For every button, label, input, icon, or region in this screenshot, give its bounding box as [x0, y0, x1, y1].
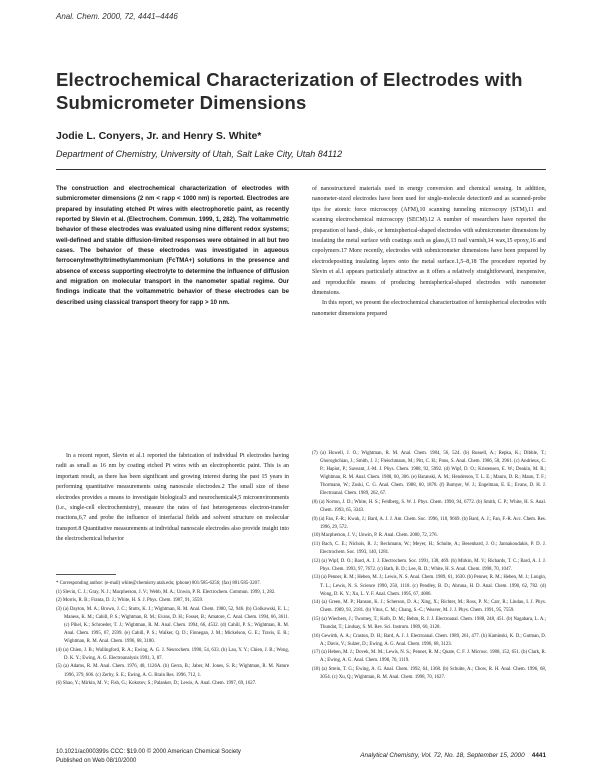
reference-item: (8) (a) Norton, J. D.; White, H. S.; Feldberg, S. W. J. Phys. Chem. 1990, 94, 6772. (b) Smith, C. P.; White, H. S. Anal. Chem. 1993, 65, 3343.	[312, 500, 546, 514]
reference-item: (5) (a) Adams, R. M. Anal. Chem. 1976, 48, 1126A. (b) Gerra, B.; Jaber, M. Jones, S. R.; Wightman, R. M. Nature 1996, 379, 606. (c) Zerby, S. E.; Ewing, A. G. Brain Res. 1996, 712, 1.	[56, 664, 289, 678]
journal-header: Anal. Chem. 2000, 72, 4441–4446	[56, 12, 178, 21]
reference-item: (1) Slevin, C. J.; Gray, N. J.; Macpherson, J. V.; Webb, M. A.; Unwin, P. R. Electrochem. Commun. 1999, 1, 282.	[56, 589, 276, 595]
reference-item: (13) (a) Penner, R. M.; Heben, M. J.; Lewis, N. S. Anal. Chem. 1989, 61, 1630. (b) Penner, R. M.; Heben, M. J.; Longin, T. L.; Lewis, N. S. Science 1990, 250, 1118. (c) Pendley, B. D.; Abruna, H. D. Anal. Chem. 1990, 62, 782. (d) Wong, D. K. Y.; Xu, L. Y. F. Anal. Chem. 1995, 67, 4086.	[312, 575, 546, 597]
reference-item: (14) (a) Green, M. P.; Hanson, K. J.; Scherson, D. A.; Xing, X.; Richter, M.; Ross, P. N.; Carr, R.; Lindau, I. J. Phys. Chem. 1989, 93, 2181. (b) Vitus, C. M.; Chang, S.-C.; Weaver, M. J. J. Phys. Chem. 1991, 95, 7559.	[312, 600, 546, 614]
reference-item: (18) (a) Strein, T. G.; Ewing, A. G. Anal. Chem. 1992, 64, 1368. (b) Schulte, A.; Chow, R. H. Anal. Chem. 1996, 68, 3054. (c) Xu, Q.; Wightman, R. M. Anal. Chem. 1998, 70, 1627.	[312, 666, 546, 681]
reference-item: (6) Shao, Y.; Mirkin, M. V.; Fish, G.; Kokotov, S.; Palanker, D.; Lewis, A. Anal. Chem. 1997, 69, 1627.	[56, 681, 257, 687]
reference-item: (12) (a) Wipf, D. O.; Bard, A. J. J. Electrochem. Soc. 1991, 138, 469. (b) Mirkin, M. V.; Richards, T. C.; Bard, A. J. J. Phys. Chem. 1993, 97, 7672. (c) Bath, B. D.; Lee, R. D.; White, H. S. Anal. Chem. 1998, 70, 1047.	[312, 558, 546, 572]
reference-item: (11) Bach, C. E.; Nichols, R. J.; Beckmann, W.; Meyer, H.; Schulte, A.; Besenhard, J. O.; Jannakoudakis, P. D. J. Electrochem. Soc. 1993, 140, 1281.	[312, 542, 546, 556]
page-number: 4441	[531, 752, 546, 759]
reference-item: (10) Macpherson, J. V.; Unwin, P. R. Anal. Chem. 2000, 72, 276.	[312, 533, 438, 539]
body-paragraph-3: In this report, we present the electrochemical characterization of hemispherical electrodes with nanometer dimensions prepared	[312, 300, 546, 317]
body-paragraph-2: of nanostructured materials used in energy conversion and chemical sensing. In addition, nanometer-sized electrodes have been used for single-molecule detection9 and as scanned-probe tips for atomic force microscopy (AFM),10 scanning tunneling microscopy (STM),11 and scanning electrochemical microscopy (SECM).12 A number of researchers have reported the preparation of hand-, disk-, or hemispherical-shaped electrodes with submicrometer dimensions by insulating the metal surface with coatings such as glass,6,13 nail varnish,14 wax,15 epoxy,16 and copolymers.17 More recently, electrodes with submicrometer dimensions have been prepared by electrodepositing insulating layers onto the metal surface.1,5–8,18 The procedure reported by Slevin et al.1 appears particularly attractive as it offers a relatively straightforward, inexpensive, and reproducible means of producing hemispherical-shaped electrodes with nanometer dimensions.	[312, 186, 546, 297]
title-divider	[56, 169, 546, 170]
journal-citation: Analytical Chemistry, Vol. 72, No. 18, September 15, 2000	[360, 752, 525, 759]
references-right	[312, 450, 546, 683]
reference-item: (2) Morris, R. B.; Franta, D. J.; White, H. S. J. Phys. Chem. 1987, 91, 3559.	[56, 598, 204, 604]
body-paragraph-1: In a recent report, Slevin et al.1 reported the fabrication of individual Pt electrodes having radii as small as 16 nm by coating etched Pt wires with an electrophoretic paint. This is an important result, as there has been significant and growing interest during the past 15 years in performing quantitative measurements using nanoscale electrodes.2 The small size of these electrodes provides a means to investigate biological3 and neurochemical4,5 microenvironments (i.e., single-cell electrochemistry), measure the rates of fast heterogeneous electron-transfer reactions,6,7 and probe the influence of interfacial fields and solvent structure on molecular transport.8 Quantitative measurements at individual nanoscale electrodes also provide insight into the electrochemical behavior	[56, 453, 289, 543]
reference-item: (7) (a) Howell, J. O.; Wightman, R. M. Anal. Chem. 1984, 56, 524. (b) Russell, A.; Repka, K.; Dibble, T.; Ghoroghchian, J.; Smith, J. J.; Fleischmann, M.; Pitt, C. H.; Pons, S. Anal. Chem. 1986, 58, 2961. (c) Andrieux, C. P.; Hapiot, P.; Saveant, J.-M. J. Phys. Chem. 1988, 92, 5992. (d) Wipf, D. O.; Kristensen, E. W.; Deakin, M. R.; Wightman, R. M. Anal. Chem. 1988, 60, 306. (e) Baranski, A. M.; Henderson, T. L. E.; Mauro, D. R.; Mann, T. F.; Thormann, W.; Zoski, C. G. Anal. Chem. 1988, 60, 1878. (f) Bumyer, W. J.; Engelman, E. E.; Evans, D. H. J. Electroanal. Chem. 1989, 262, 67.	[312, 451, 546, 497]
right-column-body	[312, 184, 546, 319]
author-list: Jodie L. Conyers, Jr. and Henry S. White*	[56, 130, 262, 142]
references-left	[56, 580, 289, 689]
reference-item: (4) (a) Chien, J. B.; Wallingford, R. A.; Ewing, A. G. J. Neurochem. 1990, 54, 633. (b) Lau, Y. Y.; Chien, J. B.; Wong, D. K. Y.; Ewing, A. G. Electroanalysis 1991, 3, 87.	[56, 647, 289, 661]
article-title: Electrochemical Characterization of Electrodes with Submicrometer Dimensions	[56, 69, 523, 113]
footer-left	[56, 748, 241, 765]
doi-line: 10.1021/ac000399s CCC: $19.00 © 2000 American Chemical Society	[56, 749, 241, 755]
footnote-divider	[56, 574, 116, 575]
abstract: The construction and electrochemical characterization of electrodes with submicrometer dimensions (2 nm < rapp < 1000 nm) is reported. Electrodes are prepared by insulating etched Pt wires with electrophoretic paint, as recently reported by Slevin et al. (Electrochem. Commun. 1999, 1, 282). The voltammetric behavior of these electrodes was evaluated using nine different redox systems; well-defined and stable diffusion-limited responses were obtained in all but two cases. The behavior of these electrodes was investigated in aqueous ferrocenylmethyltrimethylammonium (FcTMA+) solutions in the presence and absence of excess supporting electrolyte to determine the influence of diffusion and migration on molecular transport in the nanometer spatial regime. Our findings indicate that the voltammetric behavior of these electrodes can be described using classical transport theory for rapp > 10 nm.	[56, 185, 289, 306]
published-line: Published on Web 08/10/2000	[56, 757, 137, 764]
affiliation: Department of Chemistry, University of Utah, Salt Lake City, Utah 84112	[56, 149, 343, 159]
footnote-corresponding: * Corresponding author: (e-mail) white@chemistry.utah.edu; (phone) 801/585-6256; (fax) 801/585-3207.	[56, 581, 261, 586]
footer-citation	[300, 752, 546, 759]
reference-item: (3) (a) Dayton, M. A.; Brown, J. C.; Stutts, K. J.; Wightman, R. M. Anal. Chem. 1980, 52, 946. (b) Ciolkowski, E. L.; Maness, K. M.; Cahill, P. S.; Wightman, R. M.; Evans, D. H.; Fosset, B.; Amatore, C. Anal. Chem. 1994, 66, 3611. (c) Pihel, K.; Schroeder, T. J.; Wightman, R. M. Anal. Chem. 1994, 66, 4532. (d) Cahill, P. S.; Wightman, R. M. Anal. Chem. 1995, 67, 2599. (e) Cahill, P. S.; Walker, Q. D.; Finnegan, J. M.; Mickelson, G. E.; Travis, E. R.; Wightman, R. M. Anal. Chem. 1996, 68, 3180.	[56, 606, 289, 645]
reference-item: (9) (a) Fan, F.-R.; Kwak, J.; Bard, A. J. J. Am. Chem. Soc. 1996, 118, 9669. (b) Bard, A. J.; Fan, F.-R. Acc. Chem. Res. 1996, 29, 572.	[312, 516, 546, 530]
reference-item: (17) (a) Heben, M. J.; Dovek, M. M.; Lewis, N. S.; Penner, R. M.; Quate, C. F. J. Microsc. 1988, 152, 651. (b) Clark, R. A.; Ewing, A. G. Anal. Chem. 1998, 70, 1119.	[312, 650, 546, 664]
reference-item: (15) (a) Wiechers, J.; Twomey, T.; Kolb, D. M.; Behm, R. J. J. Electroanal. Chem. 1988, 248, 451. (b) Nagahara, L. A.; Thundat, T.; Lindsay, S. M. Rev. Sci. Instrum. 1989, 60, 3128.	[312, 616, 546, 630]
reference-item: (16) Gewirth, A. A.; Craston, D. H.; Bard, A. J. J. Electroanal. Chem. 1989, 261, 477. (b) Kaminski, K. D.; Gutman, D. A.; Davis, V.; Sulzer, D.; Ewing, A. G. Anal. Chem. 1996, 68, 3123.	[312, 633, 546, 647]
